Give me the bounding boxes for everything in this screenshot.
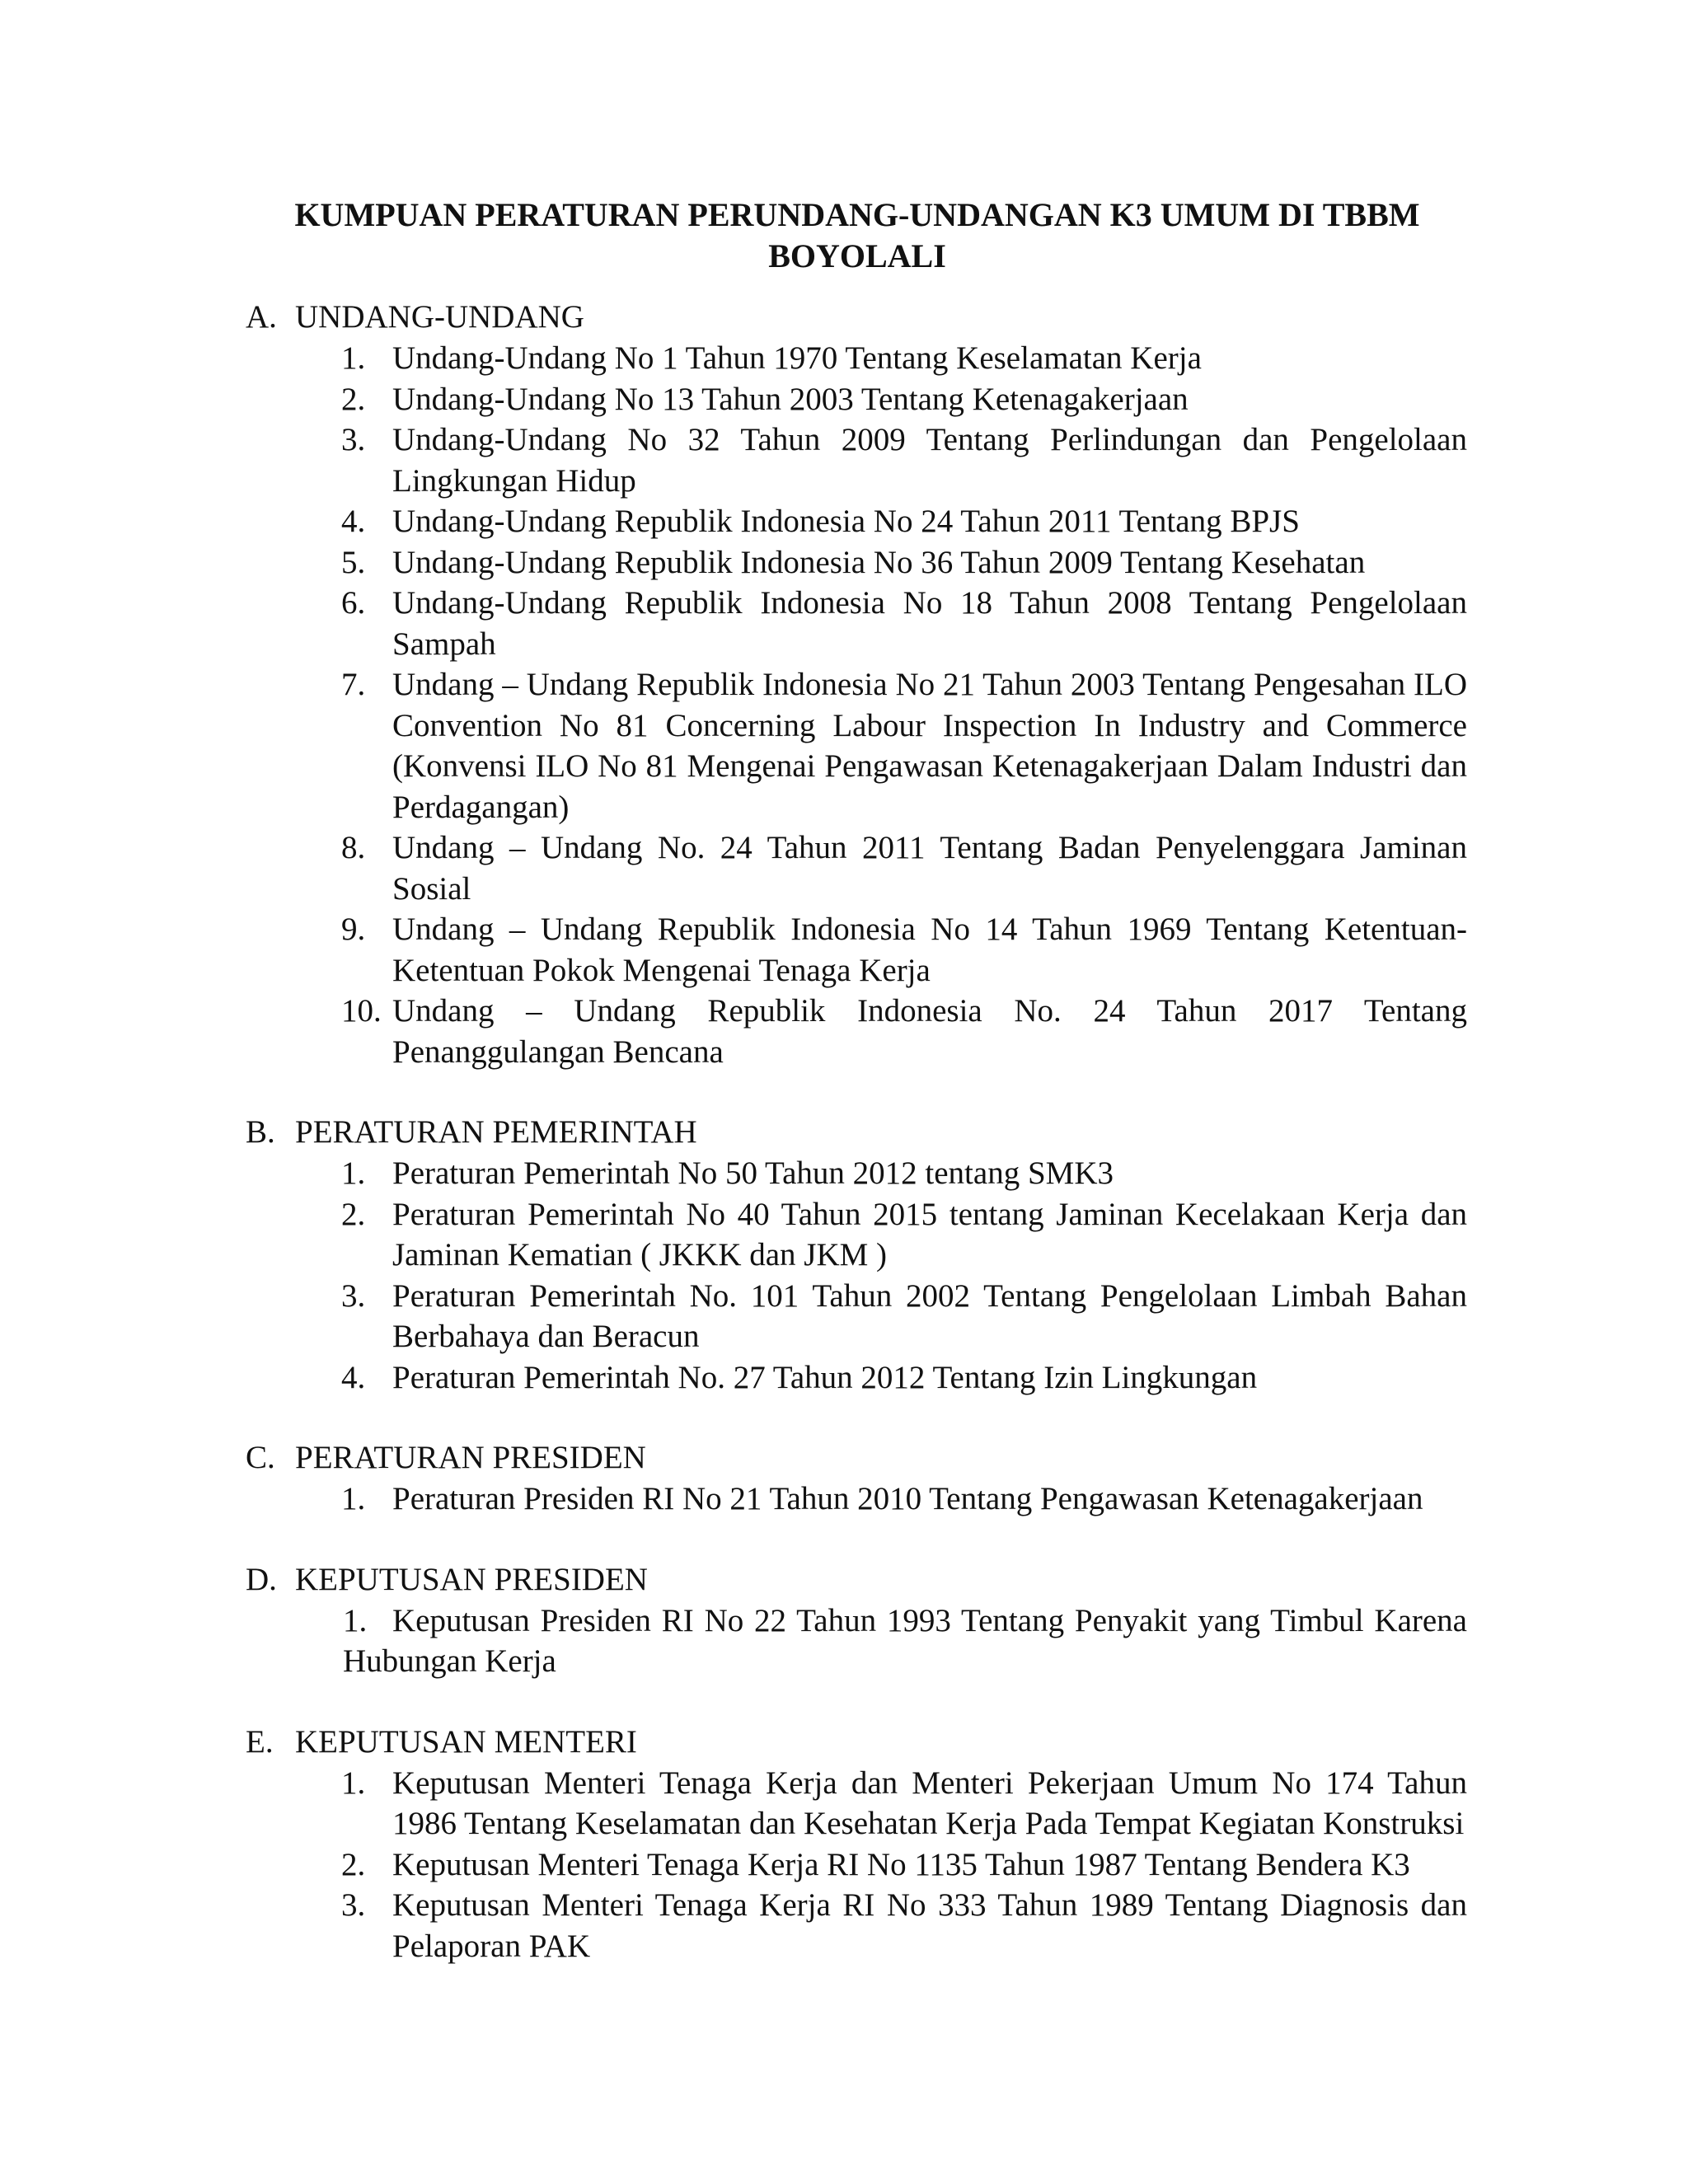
item-number: 9. (341, 912, 366, 947)
item-text: Undang-Undang Republik Indonesia No 18 Tahun 2008 Tentang Pengelolaan Sampah (392, 585, 1467, 662)
list-item (343, 1601, 1467, 1682)
item-text: Undang – Undang Republik Indonesia No. 24 Tahun 2017 Tentang Penanggulangan Bencana (392, 993, 1467, 1070)
list-item (343, 379, 1467, 420)
item-text: Undang-Undang No 1 Tahun 1970 Tentang Keselamatan Kerja (392, 340, 1202, 376)
item-number: 1. (343, 1602, 368, 1638)
list-item (343, 419, 1467, 501)
item-text: Undang – Undang Republik Indonesia No 21 Tahun 2003 Tentang Pengesahan ILO Convention No 81 Concerning Labour Inspection In Industry and Commerce (Konvensi ILO No 81 Mengenai Pengawasan Ketenagakerjaan Dalam Industri dan Perdagangan) (392, 667, 1467, 825)
item-number: 6. (341, 585, 366, 621)
section-letter: A. (246, 299, 277, 335)
item-number: 3. (341, 422, 366, 457)
item-number: 4. (341, 1359, 366, 1395)
item-number: 2. (341, 1846, 366, 1882)
document-title (247, 194, 1467, 277)
section-heading-text: KEPUTUSAN MENTERI (295, 1723, 637, 1760)
item-number: 4. (341, 504, 366, 539)
list-item (343, 583, 1467, 664)
section-heading-text: UNDANG-UNDANG (295, 299, 584, 335)
section-heading (246, 1559, 1467, 1601)
item-number: 10. (341, 993, 382, 1029)
section-heading (246, 1722, 1467, 1763)
regulation-list (246, 297, 1467, 2006)
section-heading (246, 297, 1467, 338)
item-text: Undang – Undang No. 24 Tahun 2011 Tentang Badan Penyelenggara Jaminan Sosial (392, 830, 1467, 907)
item-text: Peraturan Pemerintah No 50 Tahun 2012 tentang SMK3 (392, 1155, 1114, 1191)
item-number: 1. (341, 1155, 366, 1191)
item-text: Undang-Undang Republik Indonesia No 36 Tahun 2009 Tentang Kesehatan (392, 544, 1366, 580)
list-item (343, 1153, 1467, 1194)
title-line-2: BOYOLALI (768, 237, 946, 274)
item-number: 3. (341, 1887, 366, 1923)
section-heading-text: PERATURAN PEMERINTAH (295, 1114, 697, 1150)
item-text: Undang-Undang No 13 Tahun 2003 Tentang Ketenagakerjaan (392, 381, 1189, 417)
item-list (246, 1601, 1467, 1682)
list-item (343, 338, 1467, 379)
section-letter: B. (246, 1114, 275, 1150)
item-list (246, 338, 1467, 1072)
item-number: 2. (341, 381, 366, 417)
item-list (246, 1153, 1467, 1398)
list-item (343, 909, 1467, 991)
item-number: 8. (341, 830, 366, 865)
title-line-1: KUMPUAN PERATURAN PERUNDANG-UNDANGAN K3 UMUM DI TBBM (294, 196, 1420, 233)
section (246, 1112, 1467, 1398)
item-text: Undang – Undang Republik Indonesia No 14 Tahun 1969 Tentang Ketentuan-Ketentuan Pokok Mengenai Tenaga Kerja (392, 912, 1467, 988)
item-text: Peraturan Pemerintah No. 101 Tahun 2002 Tentang Pengelolaan Limbah Bahan Berbahaya dan Beracun (392, 1277, 1467, 1354)
section (246, 1722, 1467, 1967)
section-heading-text: PERATURAN PRESIDEN (295, 1440, 646, 1475)
item-number: 1. (341, 340, 366, 376)
item-text: Keputusan Menteri Tenaga Kerja RI No 333 Tahun 1989 Tentang Diagnosis dan Pelaporan PAK (392, 1887, 1467, 1964)
item-number: 1. (341, 1481, 366, 1516)
list-item (343, 542, 1467, 583)
list-item (343, 1885, 1467, 1966)
item-text: Peraturan Presiden RI No 21 Tahun 2010 Tentang Pengawasan Ketenagakerjaan (392, 1481, 1423, 1516)
item-list (246, 1763, 1467, 1967)
item-number: 1. (341, 1765, 366, 1801)
section-letter: D. (246, 1561, 277, 1597)
item-number: 3. (341, 1277, 366, 1314)
list-item (343, 991, 1467, 1072)
list-item (343, 664, 1467, 827)
item-text: Keputusan Presiden RI No 22 Tahun 1993 Tentang Penyakit yang Timbul Karena Hubungan Kerja (343, 1602, 1467, 1679)
item-number: 2. (341, 1196, 366, 1232)
section-heading-text: KEPUTUSAN PRESIDEN (295, 1561, 648, 1597)
item-text: Keputusan Menteri Tenaga Kerja RI No 1135 Tahun 1987 Tentang Bendera K3 (392, 1846, 1410, 1882)
item-text: Undang-Undang Republik Indonesia No 24 Tahun 2011 Tentang BPJS (392, 504, 1300, 539)
item-number: 7. (341, 667, 366, 702)
list-item (343, 1763, 1467, 1844)
list-item (343, 1276, 1467, 1357)
list-item (343, 1357, 1467, 1399)
section (246, 1559, 1467, 1682)
section (246, 1437, 1467, 1520)
item-text: Peraturan Pemerintah No 40 Tahun 2015 tentang Jaminan Kecelakaan Kerja dan Jaminan Kematian ( JKKK dan JKM ) (392, 1196, 1467, 1272)
section-heading (246, 1112, 1467, 1153)
list-item (343, 827, 1467, 909)
item-list (246, 1479, 1467, 1520)
item-number: 5. (341, 544, 366, 580)
list-item (343, 501, 1467, 542)
section (246, 297, 1467, 1072)
item-text: Peraturan Pemerintah No. 27 Tahun 2012 Tentang Izin Lingkungan (392, 1359, 1258, 1395)
list-item (343, 1479, 1467, 1520)
item-text: Keputusan Menteri Tenaga Kerja dan Menteri Pekerjaan Umum No 174 Tahun 1986 Tentang Keselamatan dan Kesehatan Kerja Pada Tempat Kegiatan Konstruksi (392, 1765, 1467, 1841)
item-text: Undang-Undang No 32 Tahun 2009 Tentang Perlindungan dan Pengelolaan Lingkungan Hidup (392, 422, 1467, 499)
section-letter: E. (246, 1723, 274, 1760)
list-item (343, 1194, 1467, 1276)
section-letter: C. (246, 1440, 275, 1475)
list-item (343, 1844, 1467, 1886)
section-heading (246, 1437, 1467, 1479)
